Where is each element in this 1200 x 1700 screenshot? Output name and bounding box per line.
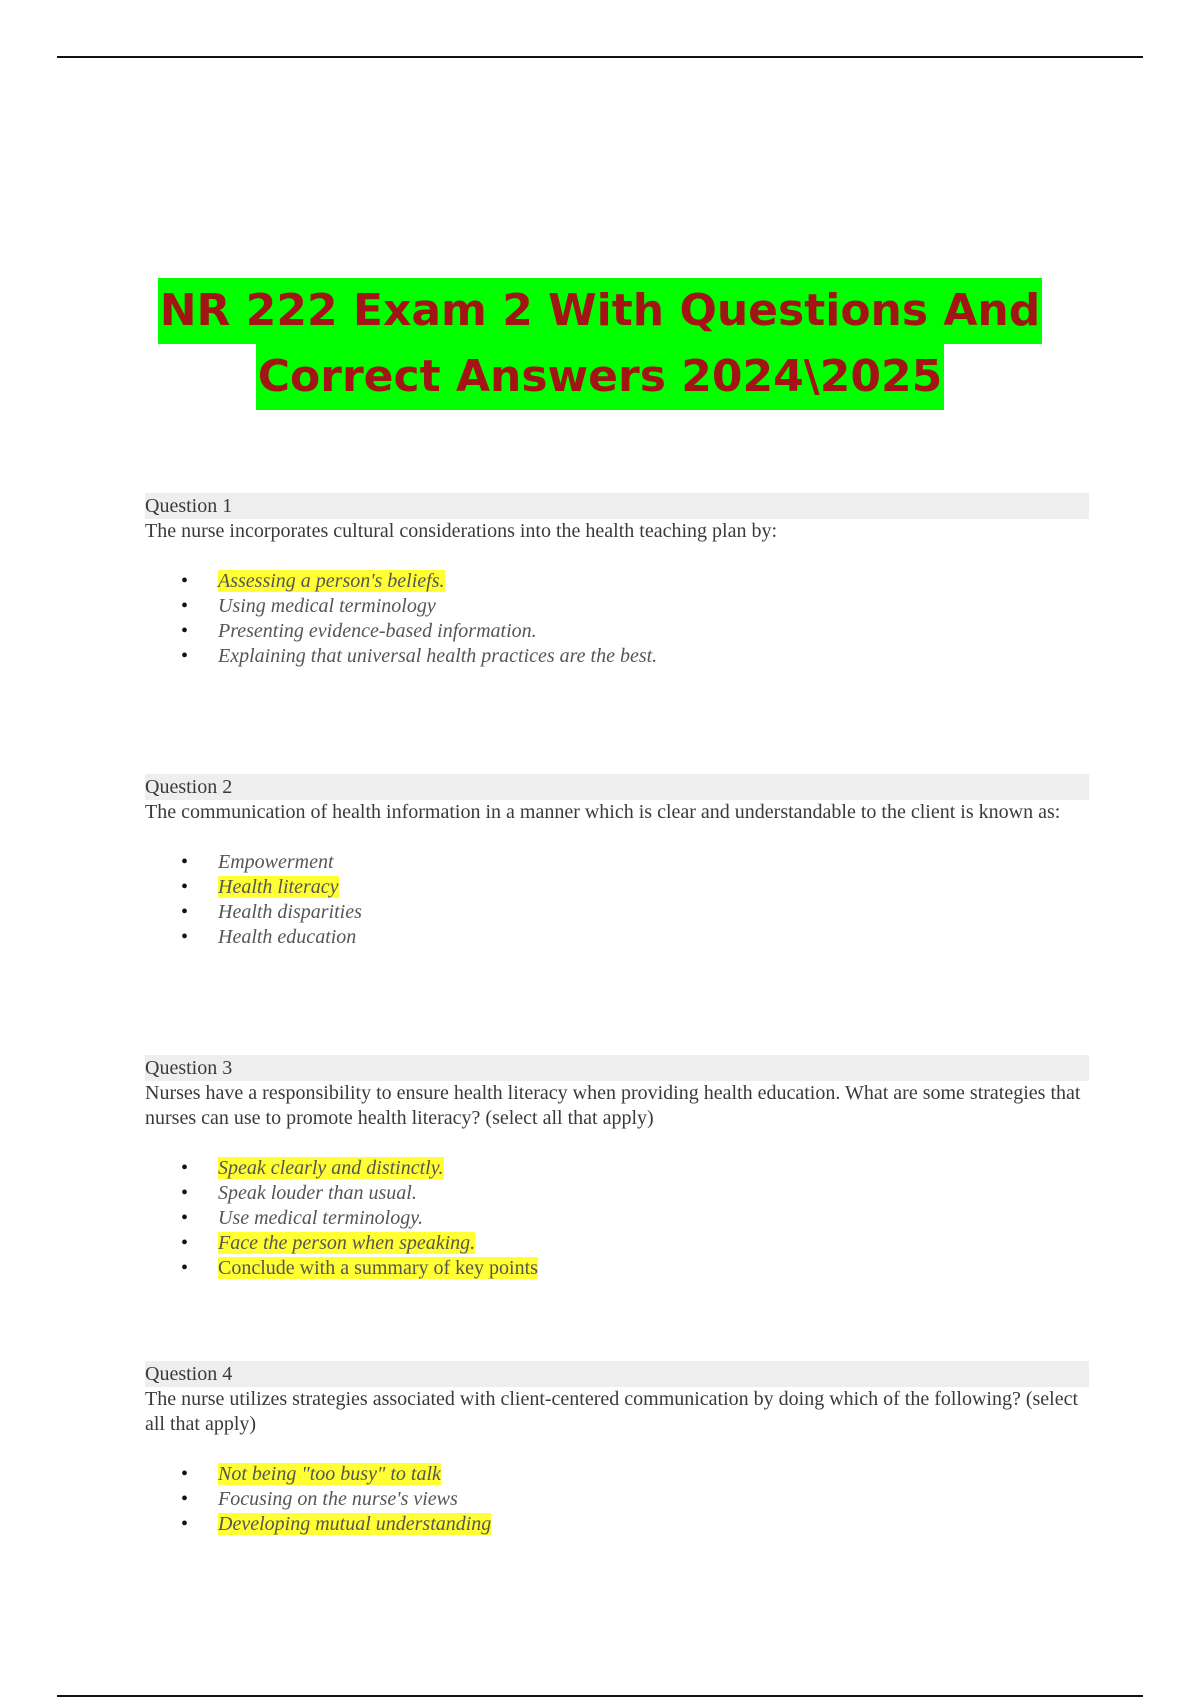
bullet-icon: • [181, 876, 189, 898]
answer-option-text: Developing mutual understanding [218, 1513, 492, 1535]
answer-option [145, 569, 1089, 594]
answer-option [145, 619, 1089, 644]
bullet-icon: • [181, 1157, 189, 1179]
answer-option [145, 1487, 1089, 1512]
answer-options [145, 1462, 1089, 1537]
answer-option [145, 875, 1089, 900]
answer-option-text: Speak louder than usual. [218, 1182, 417, 1204]
bullet-icon: • [181, 1232, 189, 1254]
title-line-1: NR 222 Exam 2 With Questions And [158, 278, 1043, 344]
bullet-icon: • [181, 926, 189, 948]
question-text: The nurse incorporates cultural considerations into the health teaching plan by: [145, 520, 778, 542]
bullet-icon: • [181, 1463, 189, 1485]
answer-option-text: Health literacy [218, 876, 339, 898]
answer-option-text: Presenting evidence-based information. [218, 620, 537, 642]
document-title [0, 278, 1200, 410]
bullet-icon: • [181, 1182, 189, 1204]
bullet-icon: • [181, 851, 189, 873]
answer-option [145, 900, 1089, 925]
question-block-3 [145, 1055, 1089, 1281]
answer-options [145, 1156, 1089, 1281]
question-text: The communication of health information in a manner which is clear and understandable to the client is known as: [145, 801, 1061, 823]
title-line-2: Correct Answers 2024\2025 [256, 344, 944, 410]
answer-option [145, 925, 1089, 950]
answer-option [145, 1256, 1089, 1281]
bullet-icon: • [181, 595, 189, 617]
answer-option [145, 1462, 1089, 1487]
answer-option-text: Conclude with a summary of key points [218, 1257, 538, 1279]
question-block-2 [145, 774, 1089, 950]
question-text: Nurses have a responsibility to ensure health literacy when providing health education. What are some strategies that nurses can use to promote health literacy? (select all that apply) [145, 1082, 1081, 1129]
answer-option-text: Not being "too busy" to talk [218, 1463, 441, 1485]
question-block-1 [145, 493, 1089, 669]
answer-option [145, 594, 1089, 619]
answer-option [145, 850, 1089, 875]
answer-option-text: Using medical terminology [218, 595, 436, 617]
question-header: Question 3 [145, 1055, 1089, 1081]
answer-option-text: Health disparities [218, 901, 362, 923]
answer-option-text: Focusing on the nurse's views [218, 1488, 458, 1510]
answer-options [145, 569, 1089, 669]
answer-option-text: Health education [218, 926, 357, 948]
question-header: Question 4 [145, 1361, 1089, 1387]
answer-option-text: Face the person when speaking. [218, 1232, 476, 1254]
answer-option-text: Explaining that universal health practices are the best. [218, 645, 658, 667]
question-block-4 [145, 1361, 1089, 1537]
question-header: Question 1 [145, 493, 1089, 519]
bullet-icon: • [181, 1488, 189, 1510]
bottom-rule [57, 1695, 1143, 1697]
bullet-icon: • [181, 901, 189, 923]
question-text: The nurse utilizes strategies associated with client-centered communication by doing which of the following? (select all that apply) [145, 1388, 1079, 1435]
answer-option-text: Speak clearly and distinctly. [218, 1157, 444, 1179]
question-header: Question 2 [145, 774, 1089, 800]
answer-option [145, 1156, 1089, 1181]
answer-option [145, 1181, 1089, 1206]
answer-option-text: Empowerment [218, 851, 334, 873]
bullet-icon: • [181, 570, 189, 592]
answer-options [145, 850, 1089, 950]
answer-option [145, 644, 1089, 669]
answer-option-text: Use medical terminology. [218, 1207, 423, 1229]
answer-option [145, 1231, 1089, 1256]
answer-option [145, 1512, 1089, 1537]
answer-option-text: Assessing a person's beliefs. [218, 570, 445, 592]
bullet-icon: • [181, 1513, 189, 1535]
bullet-icon: • [181, 620, 189, 642]
bullet-icon: • [181, 645, 189, 667]
bullet-icon: • [181, 1207, 189, 1229]
top-rule [57, 56, 1143, 58]
bullet-icon: • [181, 1257, 189, 1279]
answer-option [145, 1206, 1089, 1231]
